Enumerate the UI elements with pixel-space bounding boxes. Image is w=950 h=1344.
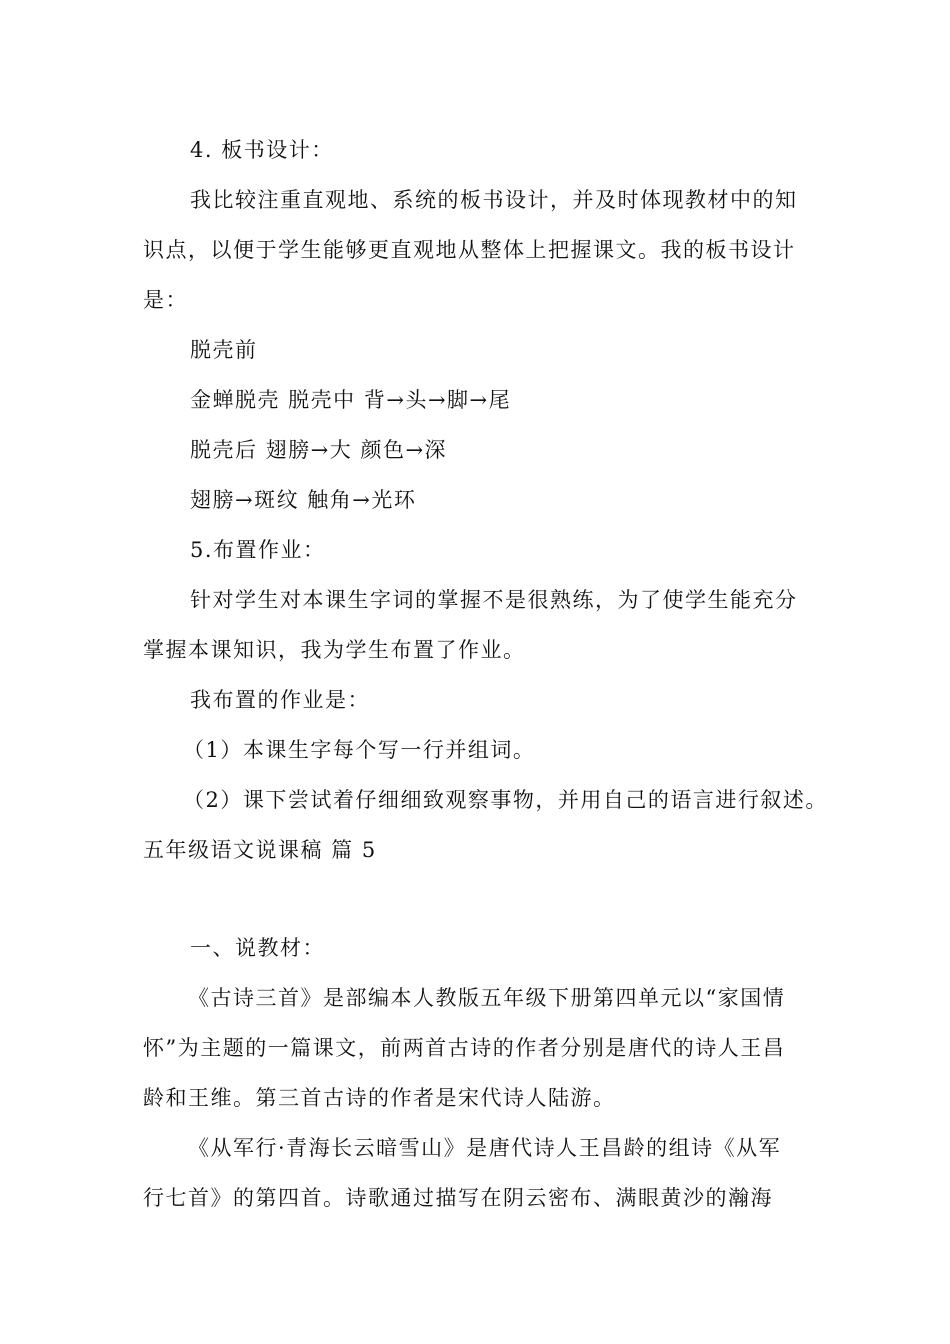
paragraph-line: 针对学生对本课生字词的掌握不是很熟练，为了使学生能充分 [190,588,798,612]
paragraph-line: 龄和王维。第三首古诗的作者是宋代诗人陆游。 [143,1086,616,1110]
article-title: 五年级语文说课稿 篇 5 [143,838,377,862]
paragraph-line: 行七首》的第四首。诗歌通过描写在阴云密布、满眼黄沙的瀚海 [143,1186,773,1210]
paragraph-line: 掌握本课知识，我为学生布置了作业。 [143,638,526,662]
paragraph-line: 《从军行·青海长云暗雪山》是唐代诗人王昌龄的组诗《从军 [188,1136,782,1160]
board-line: 金蝉脱壳 脱壳中 背→头→脚→尾 [190,388,512,412]
section-heading-homework: 5.布置作业： [190,538,326,562]
section-heading-textbook: 一、说教材： [190,936,325,960]
list-item: （2）课下尝试着仔细细致观察事物，并用自己的语言进行叙述。 [183,788,828,812]
paragraph-line: 我比较注重直观地、系统的板书设计，并及时体现教材中的知 [190,188,798,212]
section-heading-board-design: 4. 板书设计： [190,138,334,162]
paragraph-line: 怀”为主题的一篇课文，前两首古诗的作者分别是唐代的诗人王昌 [143,1036,786,1060]
list-item: （1）本课生字每个写一行并组词。 [183,738,536,762]
board-line: 翅膀→斑纹 触角→光环 [190,488,417,512]
paragraph-line: 我布置的作业是： [190,688,370,712]
paragraph-line: 识点，以便于学生能够更直观地从整体上把握课文。我的板书设计 [143,238,796,262]
paragraph-line: 《古诗三首》是部编本人教版五年级下册第四单元以“家国情 [188,986,786,1010]
board-line: 脱壳前 [190,338,258,362]
paragraph-line: 是： [143,288,188,312]
board-line: 脱壳后 翅膀→大 颜色→深 [190,438,448,462]
